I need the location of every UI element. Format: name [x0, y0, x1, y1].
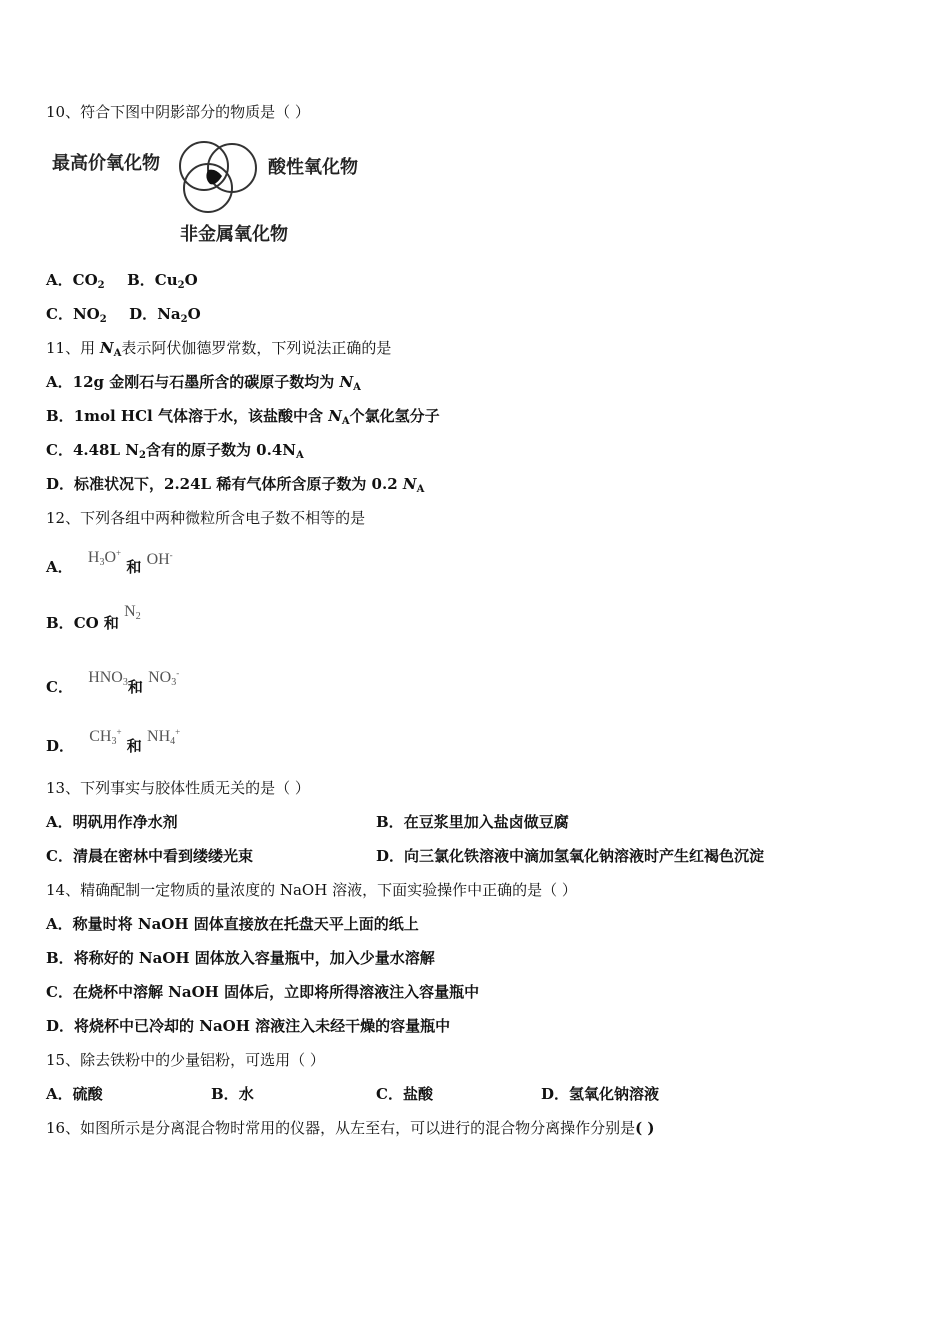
q12-option-d: D． $CH_3^+$ 和 $NH_4^+$: [46, 727, 181, 755]
q14-option-b: B．将称好的 NaOH 固体放入容量瓶中，加入少量水溶解: [46, 949, 435, 967]
q12-d-formula2: $NH_4^+$: [147, 727, 181, 747]
q10-option-c-label: C．: [46, 305, 73, 323]
q12-c-formula1: $HNO_3$: [88, 669, 128, 688]
q10-options-row2: C．$NO_2$ D．$Na_2O$: [46, 305, 201, 325]
q11-stem: 11、用 $N_A$表示阿伏伽德罗常数，下列说法正确的是: [46, 339, 392, 359]
q13-option-d: D．向三氯化铁溶液中滴加氢氧化钠溶液时产生红褐色沉淀: [376, 847, 765, 865]
q14-stem: 14、精确配制一定物质的量浓度的 NaOH 溶液，下面实验操作中正确的是（ ）: [46, 881, 577, 899]
q12-c-formula2: $NO_3^-$: [148, 668, 180, 688]
q11-option-c: C．4.48L $N_2$含有的原子数为 $0.4N_A$: [46, 441, 304, 461]
q15-option-a: A．硫酸: [46, 1085, 103, 1103]
q15-option-d: D．氢氧化钠溶液: [541, 1085, 660, 1103]
q12-a-formula1: $H_3O^+$: [87, 548, 122, 568]
q10-option-b-label: B．: [127, 271, 155, 289]
q13-option-a: A．明矾用作净水剂: [46, 813, 178, 831]
q14-option-d: D．将烧杯中已冷却的 NaOH 溶液注入未经干燥的容量瓶中: [46, 1017, 451, 1035]
q12-a-formula2: OH-: [146, 550, 173, 568]
q14-option-a: A．称量时将 NaOH 固体直接放在托盘天平上面的纸上: [46, 915, 419, 933]
q10-option-a-label: A．: [46, 271, 73, 289]
q15-option-b: B．水: [211, 1085, 254, 1103]
q15-option-c: C．盐酸: [376, 1085, 433, 1103]
venn-circles: [46, 140, 386, 250]
q11-option-b: B．1mol HCl 气体溶于水，该盐酸中含 $N_A$个氯化氢分子: [46, 407, 440, 427]
q10-stem: 10、符合下图中阴影部分的物质是（ ）: [46, 103, 310, 121]
q12-option-c: C． $HNO_3$和 $NO_3^-$: [46, 668, 180, 696]
q10-option-a: CO: [72, 271, 98, 289]
q13-option-b: B．在豆浆里加入盐卤做豆腐: [376, 813, 569, 831]
q14-option-c: C．在烧杯中溶解 NaOH 固体后，立即将所得溶液注入容量瓶中: [46, 983, 480, 1001]
venn-diagram: [46, 140, 386, 250]
q11-option-a: A．12g 金刚石与石墨所含的碳原子数均为 $N_A$: [46, 373, 361, 393]
q10-option-b: Cu: [154, 271, 178, 289]
q12-b-formula: $N_2$: [124, 603, 141, 622]
q15-stem: 15、除去铁粉中的少量铝粉，可选用（ ）: [46, 1051, 325, 1069]
q12-d-formula1: $CH_3^+$: [89, 727, 122, 747]
q12-stem: 12、下列各组中两种微粒所含电子数不相等的是: [46, 509, 366, 527]
venn-shaded-region: [206, 170, 222, 185]
q10-option-d: Na: [157, 305, 181, 323]
q10-option-c: NO: [72, 305, 100, 323]
q16-stem: 16、如图所示是分离混合物时常用的仪器，从左至右，可以进行的混合物分离操作分别是( ): [46, 1119, 655, 1137]
q12-option-a: A． $H_3O^+$ 和 OH-: [46, 548, 173, 576]
q12-option-b: B．CO 和 $N_2$: [46, 603, 141, 632]
q13-option-c: C．清晨在密林中看到缕缕光束: [46, 847, 253, 865]
venn-label-right: 酸性氧化物: [268, 157, 358, 178]
q13-stem: 13、下列事实与胶体性质无关的是（ ）: [46, 779, 310, 797]
q10-option-d-label: D．: [129, 305, 158, 323]
venn-label-left: 最高价氧化物: [52, 153, 160, 174]
venn-label-bottom: 非金属氧化物: [180, 224, 288, 245]
q11-option-d: D．标准状况下，2.24L 稀有气体所含原子数为 0.2 $N_A$: [46, 475, 425, 495]
venn-circle-left: [180, 142, 228, 190]
q10-options-row1: A．$CO_2$ B．$Cu_2O$: [46, 271, 198, 291]
